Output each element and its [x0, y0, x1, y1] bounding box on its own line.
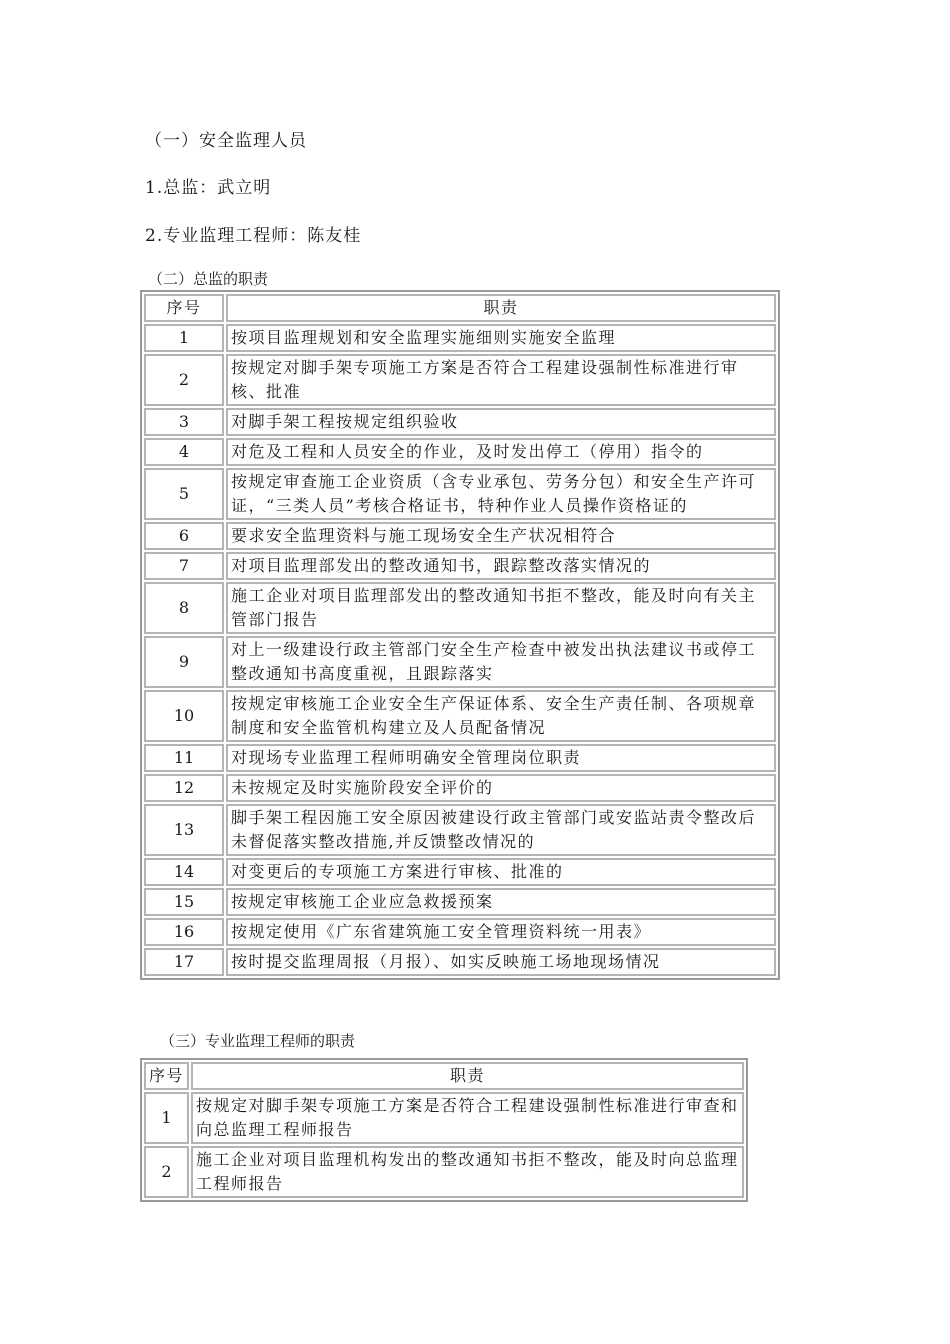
header-number: 序号 [144, 294, 224, 322]
row-duty: 按项目监理规划和安全监理实施细则实施安全监理 [226, 324, 776, 352]
row-duty: 对项目监理部发出的整改通知书，跟踪整改落实情况的 [226, 552, 776, 580]
row-duty: 施工企业对项目监理部发出的整改通知书拒不整改，能及时向有关主管部门报告 [226, 582, 776, 634]
row-duty: 按规定对脚手架专项施工方案是否符合工程建设强制性标准进行审查和向总监理工程师报告 [191, 1092, 744, 1144]
row-duty: 按规定对脚手架专项施工方案是否符合工程建设强制性标准进行审核、批准 [226, 354, 776, 406]
table-row [144, 948, 776, 976]
row-duty: 施工企业对项目监理机构发出的整改通知书拒不整改，能及时向总监理工程师报告 [191, 1146, 744, 1198]
row-number: 5 [144, 468, 224, 520]
table-header-row [144, 294, 776, 322]
chief-duties-body [144, 324, 776, 976]
row-number: 14 [144, 858, 224, 886]
row-duty: 对现场专业监理工程师明确安全管理岗位职责 [226, 744, 776, 772]
row-number: 4 [144, 438, 224, 466]
row-number: 12 [144, 774, 224, 802]
row-number: 16 [144, 918, 224, 946]
table-row [144, 636, 776, 688]
row-number: 13 [144, 804, 224, 856]
row-number: 9 [144, 636, 224, 688]
table-row [144, 408, 776, 436]
row-number: 10 [144, 690, 224, 742]
table-row [144, 1092, 744, 1144]
row-duty: 对变更后的专项施工方案进行审核、批准的 [226, 858, 776, 886]
row-duty: 对上一级建设行政主管部门安全生产检查中被发出执法建议书或停工整改通知书高度重视，且跟踪落实 [226, 636, 776, 688]
row-number: 15 [144, 888, 224, 916]
table-row [144, 468, 776, 520]
row-duty: 按规定审核施工企业安全生产保证体系、安全生产责任制、各项规章制度和安全监管机构建立及人员配备情况 [226, 690, 776, 742]
row-number: 2 [144, 354, 224, 406]
table-header-row [144, 1062, 744, 1090]
header-duty: 职责 [226, 294, 776, 322]
row-number: 6 [144, 522, 224, 550]
row-duty: 按规定审核施工企业应急救援预案 [226, 888, 776, 916]
row-duty: 脚手架工程因施工安全原因被建设行政主管部门或安监站责令整改后未督促落实整改措施,并反馈整改情况的 [226, 804, 776, 856]
table-row [144, 744, 776, 772]
table-row [144, 354, 776, 406]
row-number: 8 [144, 582, 224, 634]
table-row [144, 438, 776, 466]
row-number: 7 [144, 552, 224, 580]
row-duty: 未按规定及时实施阶段安全评价的 [226, 774, 776, 802]
header-duty: 职责 [191, 1062, 744, 1090]
table-row [144, 1146, 744, 1198]
row-number: 1 [144, 1092, 189, 1144]
table-row [144, 324, 776, 352]
row-number: 11 [144, 744, 224, 772]
header-number: 序号 [144, 1062, 189, 1090]
table-row [144, 918, 776, 946]
table-row [144, 690, 776, 742]
chief-supervisor-line: 1.总监：武立明 [145, 178, 272, 198]
chief-duties-table [140, 290, 780, 980]
section-2-title: （二）总监的职责 [148, 270, 269, 288]
row-number: 17 [144, 948, 224, 976]
section-1-title: （一）安全监理人员 [145, 131, 307, 151]
table-row [144, 522, 776, 550]
row-duty: 按规定审查施工企业资质（含专业承包、劳务分包）和安全生产许可证，“三类人员”考核合格证书，特种作业人员操作资格证的 [226, 468, 776, 520]
row-duty: 对危及工程和人员安全的作业，及时发出停工（停用）指令的 [226, 438, 776, 466]
engineer-duties-table [140, 1058, 748, 1202]
row-number: 1 [144, 324, 224, 352]
row-number: 3 [144, 408, 224, 436]
row-number: 2 [144, 1146, 189, 1198]
table-row [144, 582, 776, 634]
row-duty: 按规定使用《广东省建筑施工安全管理资料统一用表》 [226, 918, 776, 946]
table-row [144, 774, 776, 802]
row-duty: 对脚手架工程按规定组织验收 [226, 408, 776, 436]
row-duty: 要求安全监理资料与施工现场安全生产状况相符合 [226, 522, 776, 550]
table-row [144, 858, 776, 886]
row-duty: 按时提交监理周报（月报）、如实反映施工场地现场情况 [226, 948, 776, 976]
engineer-duties-body [144, 1092, 744, 1198]
table-row [144, 552, 776, 580]
table-row [144, 888, 776, 916]
table-row [144, 804, 776, 856]
specialist-engineer-line: 2.专业监理工程师：陈友桂 [145, 226, 362, 246]
section-3-title: （三）专业监理工程师的职责 [160, 1032, 356, 1050]
